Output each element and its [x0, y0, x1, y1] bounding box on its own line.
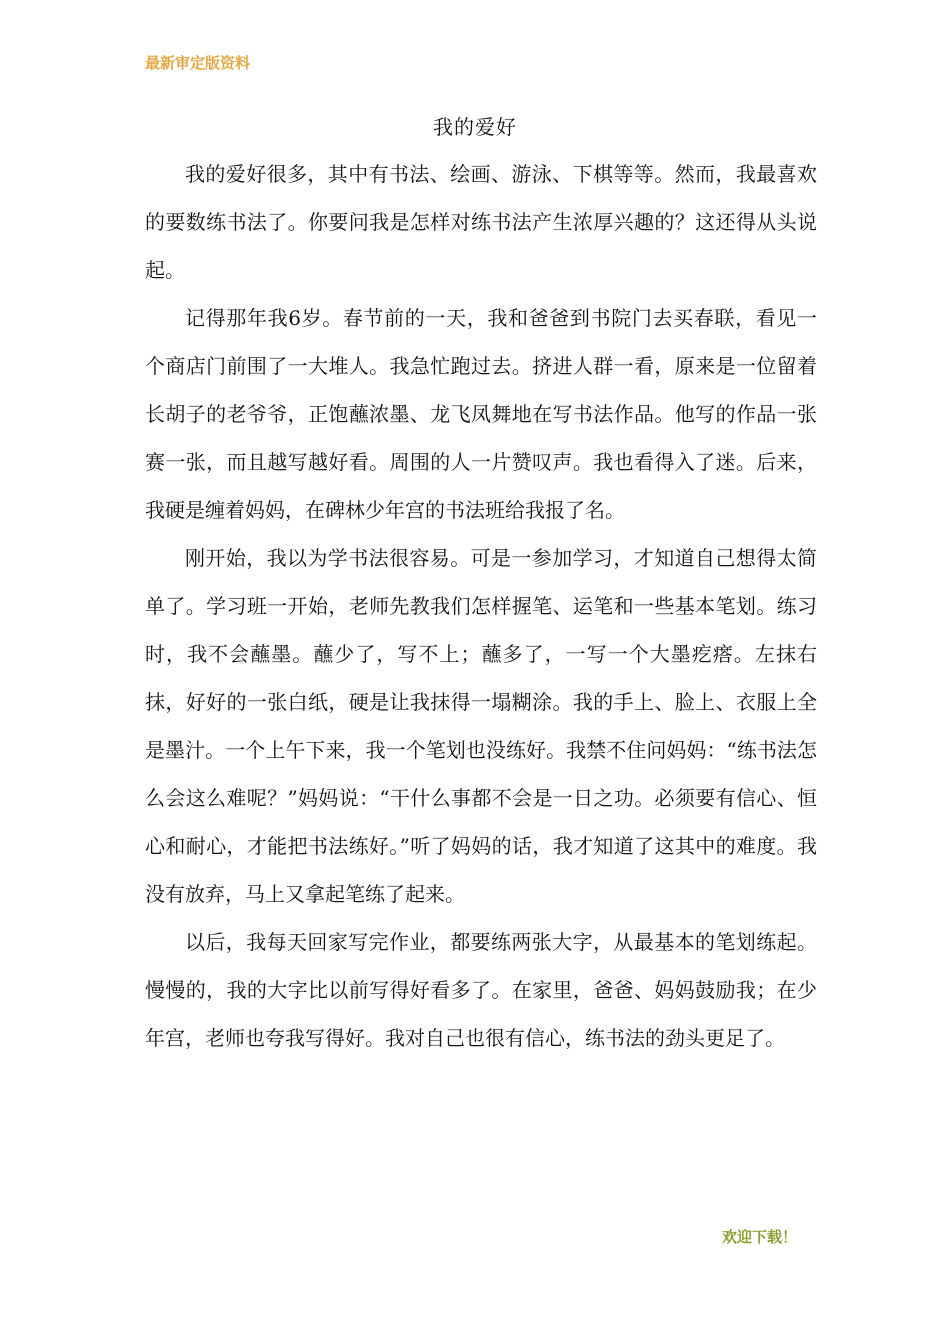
document-body	[145, 150, 817, 1062]
paragraph-1: 我的爱好很多，其中有书法、绘画、游泳、下棋等等。然而，我最喜欢的要数练书法了。你要问我是怎样对练书法产生浓厚兴趣的？这还得从头说起。	[145, 162, 817, 282]
header-note: 最新审定版资料	[145, 54, 251, 72]
paragraph-2: 记得那年我6岁。春节前的一天，我和爸爸到书院门去买春联，看见一个商店门前围了一大堆人。我急忙跑过去。挤进人群一看，原来是一位留着长胡子的老爷爷，正饱蘸浓墨、龙飞凤舞地在写书法作品。他写的作品一张赛一张，而且越写越好看。周围的人一片赞叹声。我也看得入了迷。后来，我硬是缠着妈妈，在碑林少年宫的书法班给我报了名。	[145, 306, 817, 522]
document-title: 我的爱好	[433, 115, 517, 139]
paragraph-4: 以后，我每天回家写完作业，都要练两张大字，从最基本的笔划练起。慢慢的，我的大字比以前写得好看多了。在家里，爸爸、妈妈鼓励我；在少年宫，老师也夸我写得好。我对自己也很有信心，练书法的劲头更足了。	[145, 930, 817, 1050]
footer-note: 欢迎下载！	[722, 1228, 798, 1246]
paragraph-3: 刚开始，我以为学书法很容易。可是一参加学习，才知道自己想得太简单了。学习班一开始，老师先教我们怎样握笔、运笔和一些基本笔划。练习时，我不会蘸墨。蘸少了，写不上；蘸多了，一写一个大墨疙瘩。左抹右抹，好好的一张白纸，硬是让我抹得一塌糊涂。我的手上、脸上、衣服上全是墨汁。一个上午下来，我一个笔划也没练好。我禁不住问妈妈：“练书法怎么会这么难呢？”妈妈说：“干什么事都不会是一日之功。必须要有信心、恒心和耐心，才能把书法练好。”听了妈妈的话，我才知道了这其中的难度。我没有放弃，马上又拿起笔练了起来。	[145, 546, 817, 906]
